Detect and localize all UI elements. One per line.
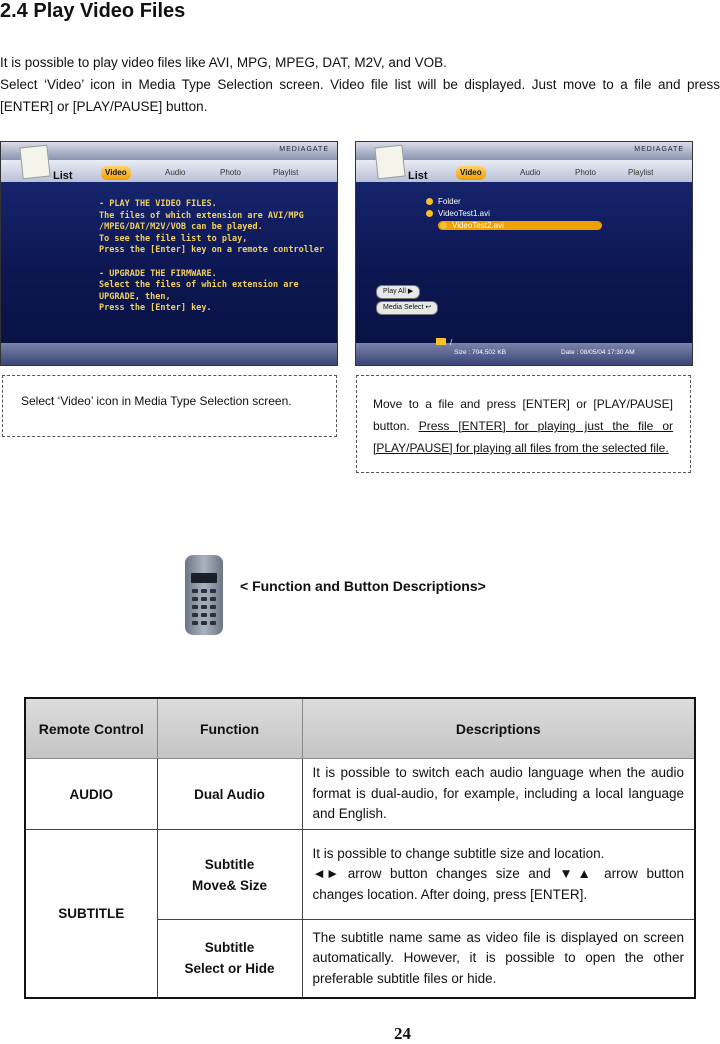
cell-desc-subtitle-select: The subtitle name same as video file is displayed on screen automatically. However, it is possible to open the other preferable subtitle files or hide. [302,920,695,998]
header-remote-control: Remote Control [25,698,157,759]
video-file-icon [426,210,433,217]
tab-audio: Audio [520,168,541,177]
caption-2: Move to a file and press [ENTER] or [PLAY/PAUSE] button. Press [ENTER] for playing just the file or [PLAY/PAUSE] for playing all files from the selected file. [373,397,673,455]
list-label: List [408,170,428,182]
cell-control-subtitle: SUBTITLE [25,830,157,998]
intro-paragraph-1: It is possible to play video files like AVI, MPG, MPEG, DAT, M2V, and VOB. [0,55,447,70]
caption-box-2 [356,375,691,473]
file-item: VideoTest1.avi [438,209,490,218]
table-header-row [25,698,695,759]
caption-box-1 [2,375,337,437]
cell-function-subtitle-select: Subtitle Select or Hide [157,920,302,998]
table-row [25,830,695,920]
cell-desc-audio: It is possible to switch each audio language when the audio format is dual-audio, for example, including a local language and English. [302,759,695,830]
play-all-button: Play All ▶ [376,285,420,299]
remote-control-icon [185,555,223,635]
tab-video: Video [456,166,486,180]
list-icon [19,145,50,180]
cell-function-subtitle-move: Subtitle Move& Size [157,830,302,920]
page-number: 24 [394,1024,411,1043]
brand-label: MEDIAGATE [634,146,684,153]
cell-function-dual-audio: Dual Audio [157,759,302,830]
intro-paragraph-2: Select ‘Video’ icon in Media Type Selection screen. Video file list will be displayed. Just move to a file and press [ENTER] or [PLAY/PAUSE] button. [0,77,720,114]
header-function: Function [157,698,302,759]
file-item-selected: VideoTest2.avi [438,221,602,230]
media-select-button: Media Select ↩ [376,301,438,315]
list-label: List [53,170,73,182]
screenshot-video-file-list [355,141,693,366]
function-descriptions-heading: < Function and Button Descriptions> [240,578,486,594]
section-heading: 2.4 Play Video Files [0,0,186,22]
caption-1: Select ‘Video’ icon in Media Type Selection screen. [21,394,292,408]
function-table [24,697,696,999]
tab-playlist: Playlist [273,168,299,177]
header-descriptions: Descriptions [302,698,695,759]
tab-audio: Audio [165,168,186,177]
path-label: / [436,338,452,347]
size-label: Size : 704,502 KB [454,349,507,356]
screen-instructions: - PLAY THE VIDEO FILES. The files of which extension are AVI/MPG /MPEG/DAT/M2V/VOB can be played. To see the file list to play, Press the [Enter] key on a remote controller - UPGRADE THE FIRMWARE. Select the files of which extension are UPGRADE, then, Press the [Enter] key. [99,199,325,314]
folder-icon [436,338,446,345]
table-row [25,759,695,830]
list-icon [374,145,405,180]
cell-control-audio: AUDIO [25,759,157,830]
tab-photo: Photo [575,168,596,177]
cell-desc-subtitle-move: It is possible to change subtitle size and location. ◄► arrow button changes size and ▼▲ arrow button changes location. After doing, press [ENTER]. [302,830,695,920]
tab-playlist: Playlist [628,168,654,177]
date-label: Date : 08/05/04 17:30 AM [561,349,635,356]
tab-photo: Photo [220,168,241,177]
folder-icon [426,198,433,205]
file-item-folder: Folder [438,197,461,206]
brand-label: MEDIAGATE [279,146,329,153]
video-file-icon [440,222,447,229]
screenshot-media-type-selection [0,141,338,366]
tab-video: Video [101,166,131,180]
